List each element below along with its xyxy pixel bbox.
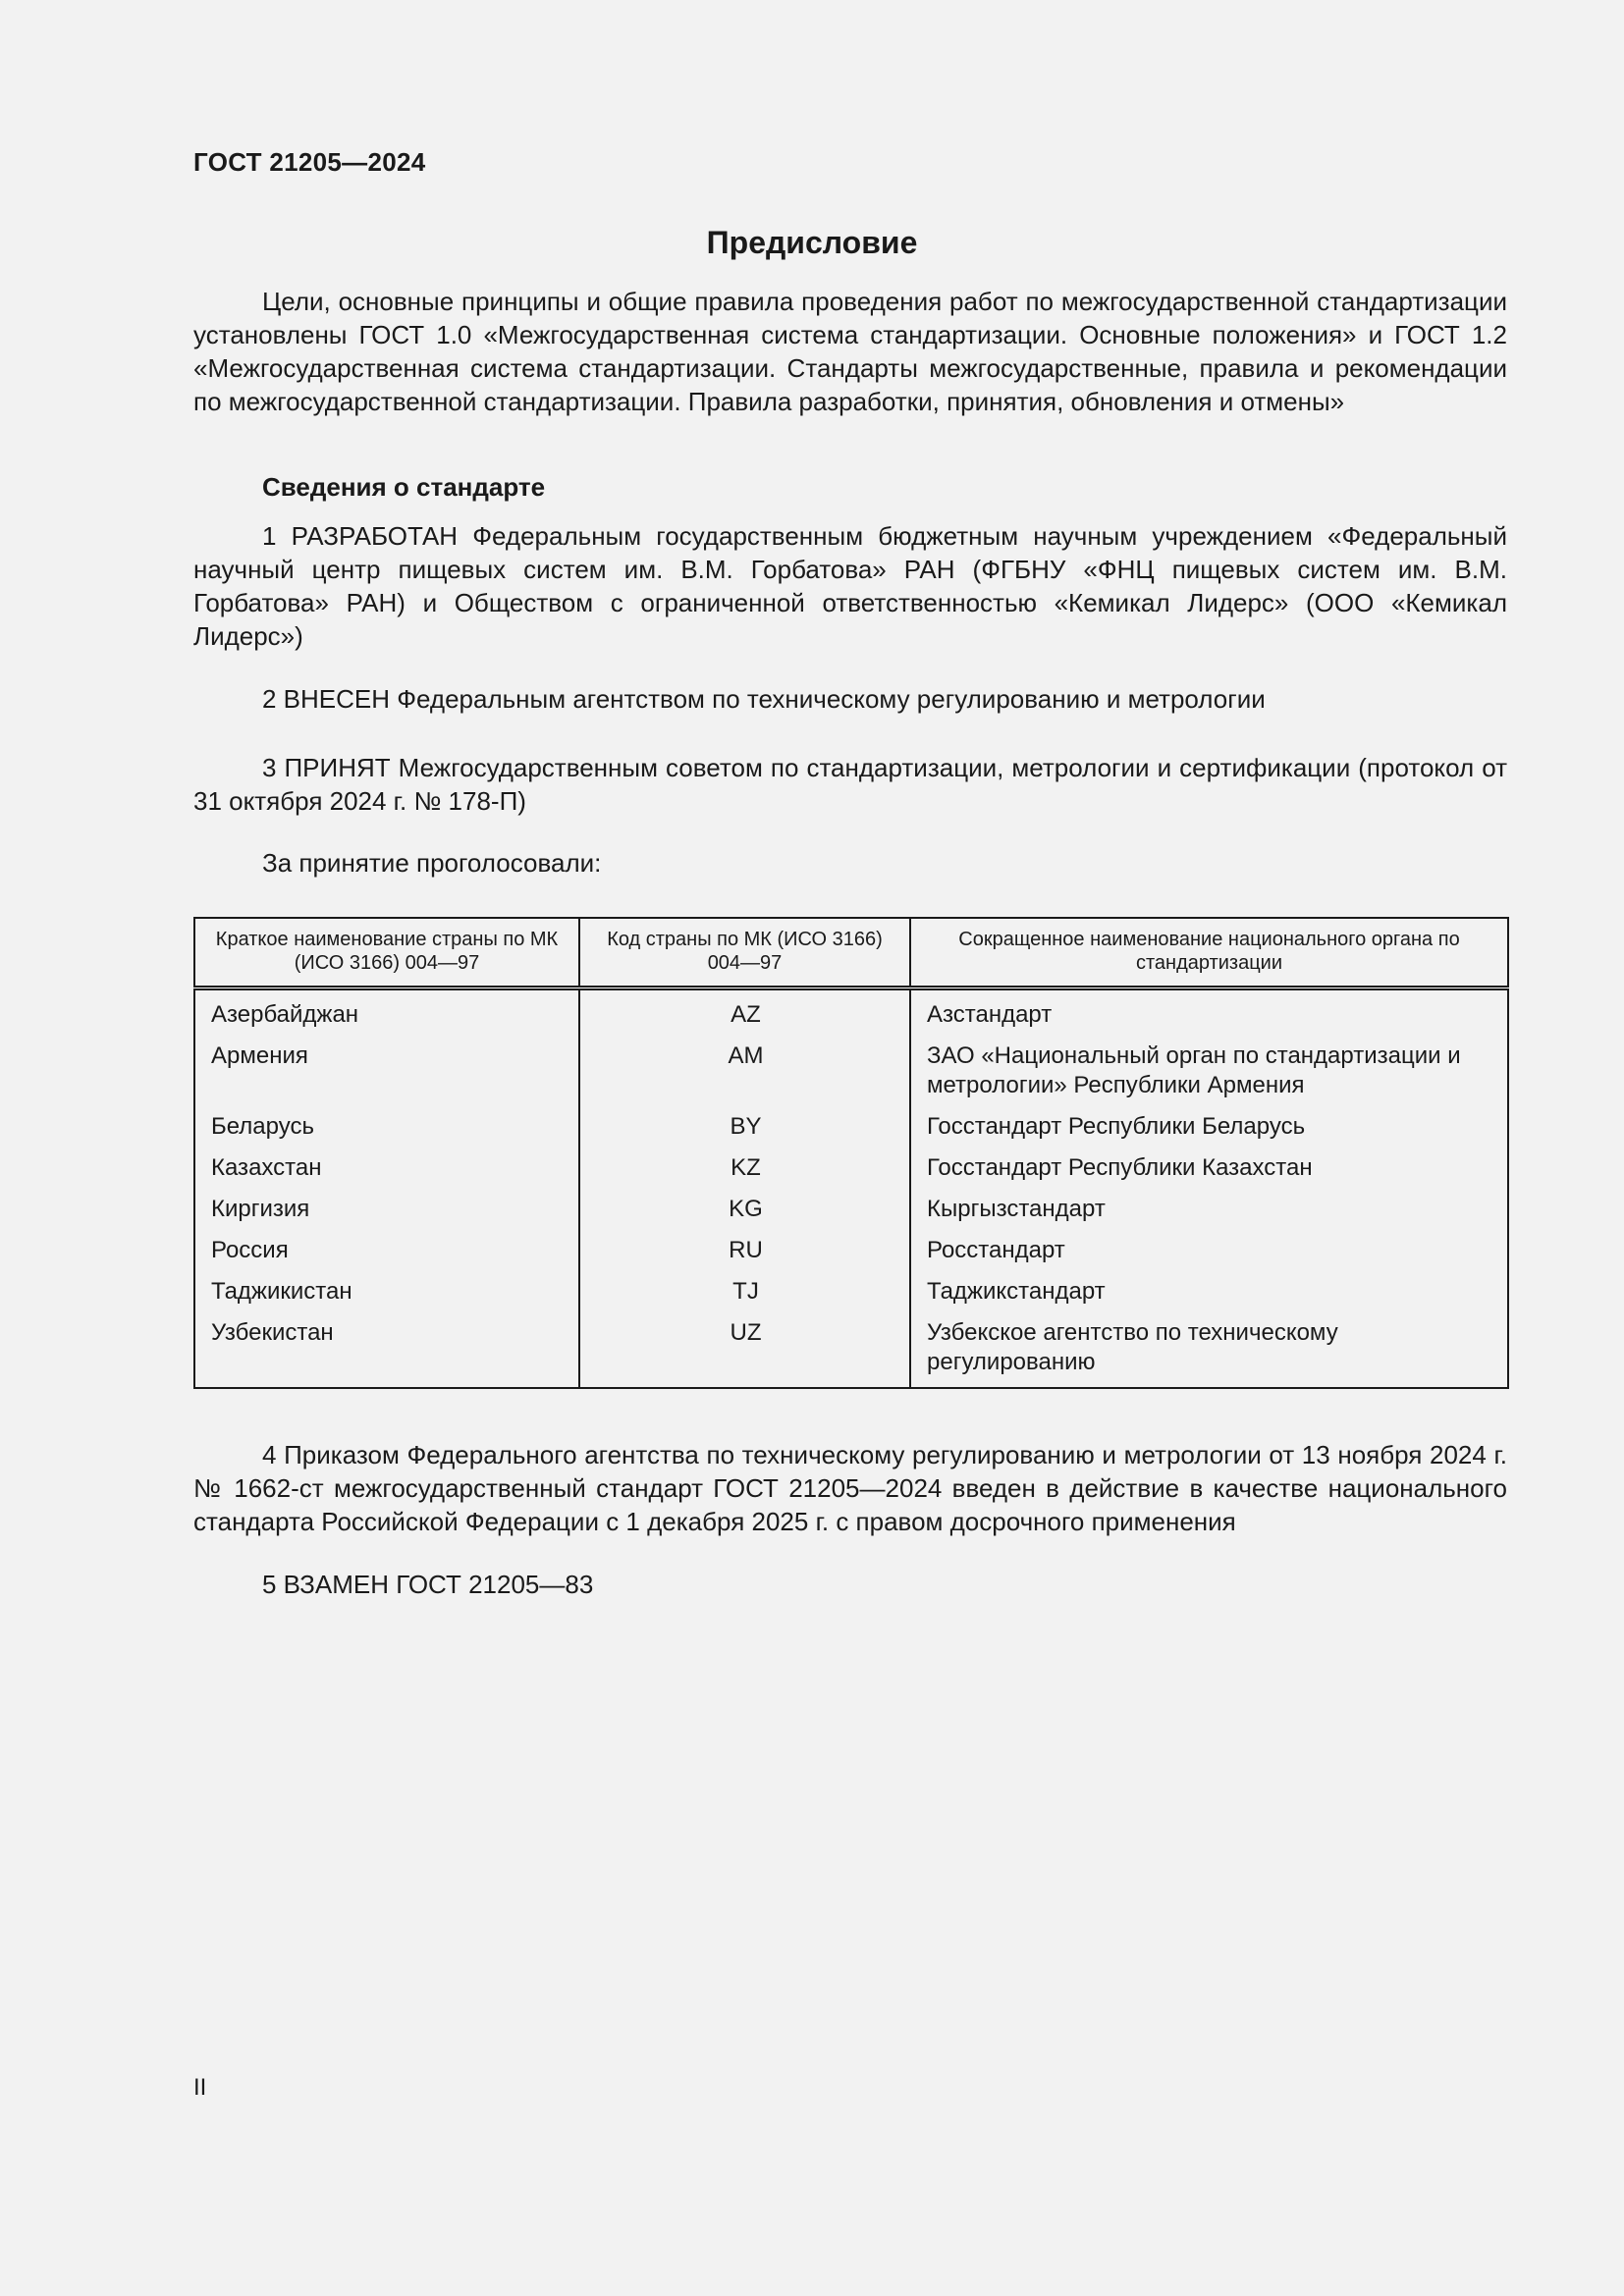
- vote-label: За принятие проголосовали:: [262, 848, 602, 878]
- column-header-country: Краткое наименование страны по МК (ИСО 3166) 004—97: [194, 918, 579, 988]
- agency-cell: Госстандарт Республики Беларусь: [927, 1113, 1306, 1140]
- table-row: [194, 1271, 1508, 1312]
- info-heading: Сведения о стандарте: [262, 472, 546, 502]
- country-cell: Азербайджан: [194, 988, 579, 1037]
- item-3-paragraph: 3 ПРИНЯТ Межгосударственным советом по стандартизации, метрологии и сертификации (протокол от 31 октября 2024 г. № 178-П): [193, 753, 1507, 816]
- agency-cell: Росстандарт: [927, 1237, 1065, 1263]
- item-2-paragraph: 2 ВНЕСЕН Федеральным агентством по техническому регулированию и метрологии: [262, 684, 1266, 714]
- code-cell: KG: [579, 1189, 910, 1230]
- table-row: [194, 1230, 1508, 1271]
- country-cell: Беларусь: [194, 1106, 579, 1148]
- country-cell: Армения: [194, 1036, 579, 1106]
- agency-cell: Таджикстандарт: [927, 1278, 1106, 1305]
- country-cell: Россия: [194, 1230, 579, 1271]
- table-header-row: [194, 918, 1508, 988]
- country-cell: Казахстан: [194, 1148, 579, 1189]
- agency-cell: Азстандарт: [927, 1001, 1053, 1028]
- intro-paragraph: Цели, основные принципы и общие правила проведения работ по межгосударственной стандартизации установлены ГОСТ 1.0 «Межгосударственная система стандартизации. Основные положения» и ГОСТ 1.2 «Межгосударственная система стандартизации. Стандарты межгосударственные, правила и рекомендации по межгосударственной стандартизации. Правила разработки, принятия, обновления и отмены»: [193, 287, 1507, 416]
- item-5-paragraph: 5 ВЗАМЕН ГОСТ 21205—83: [262, 1570, 594, 1599]
- agency-cell: Узбекское агентство по техническому регулированию: [927, 1319, 1338, 1375]
- document-code: ГОСТ 21205—2024: [193, 147, 426, 177]
- table-row: [194, 1036, 1508, 1106]
- code-cell: KZ: [579, 1148, 910, 1189]
- member-countries-table: [193, 917, 1509, 1389]
- item-4-paragraph: 4 Приказом Федерального агентства по техническому регулированию и метрологии от 13 ноября 2024 г. № 1662-ст межгосударственный стандарт ГОСТ 21205—2024 введен в действие в качестве национального стандарта Российской Федерации с 1 декабря 2025 г. с правом досрочного применения: [193, 1440, 1507, 1536]
- agency-cell: Госстандарт Республики Казахстан: [927, 1154, 1313, 1181]
- table-row: [194, 988, 1508, 1037]
- table-row: [194, 1148, 1508, 1189]
- country-cell: Таджикистан: [194, 1271, 579, 1312]
- code-cell: BY: [579, 1106, 910, 1148]
- code-cell: TJ: [579, 1271, 910, 1312]
- table-row: [194, 1312, 1508, 1388]
- code-cell: RU: [579, 1230, 910, 1271]
- item-1-paragraph: 1 РАЗРАБОТАН Федеральным государственным бюджетным научным учреждением «Федеральный научный центр пищевых систем им. В.М. Горбатова» РАН (ФГБНУ «ФНЦ пищевых систем им. В.М. Горбатова» РАН) и Обществом с ограниченной ответственностью «Кемикал Лидерс» (ООО «Кемикал Лидерс»): [193, 521, 1507, 651]
- agency-cell: Кыргызстандарт: [927, 1196, 1106, 1222]
- page-title: Предисловие: [706, 225, 918, 260]
- table-row: [194, 1189, 1508, 1230]
- table-row: [194, 1106, 1508, 1148]
- column-header-code: Код страны по МК (ИСО 3166) 004—97: [579, 918, 910, 988]
- code-cell: AM: [579, 1036, 910, 1106]
- country-cell: Узбекистан: [194, 1312, 579, 1388]
- country-cell: Киргизия: [194, 1189, 579, 1230]
- code-cell: UZ: [579, 1312, 910, 1388]
- agency-cell: ЗАО «Национальный орган по стандартизации и метрологии» Республики Армения: [927, 1042, 1461, 1098]
- page-number: II: [193, 2074, 207, 2101]
- column-header-agency: Сокращенное наименование национального органа по стандартизации: [910, 918, 1508, 988]
- code-cell: AZ: [579, 988, 910, 1037]
